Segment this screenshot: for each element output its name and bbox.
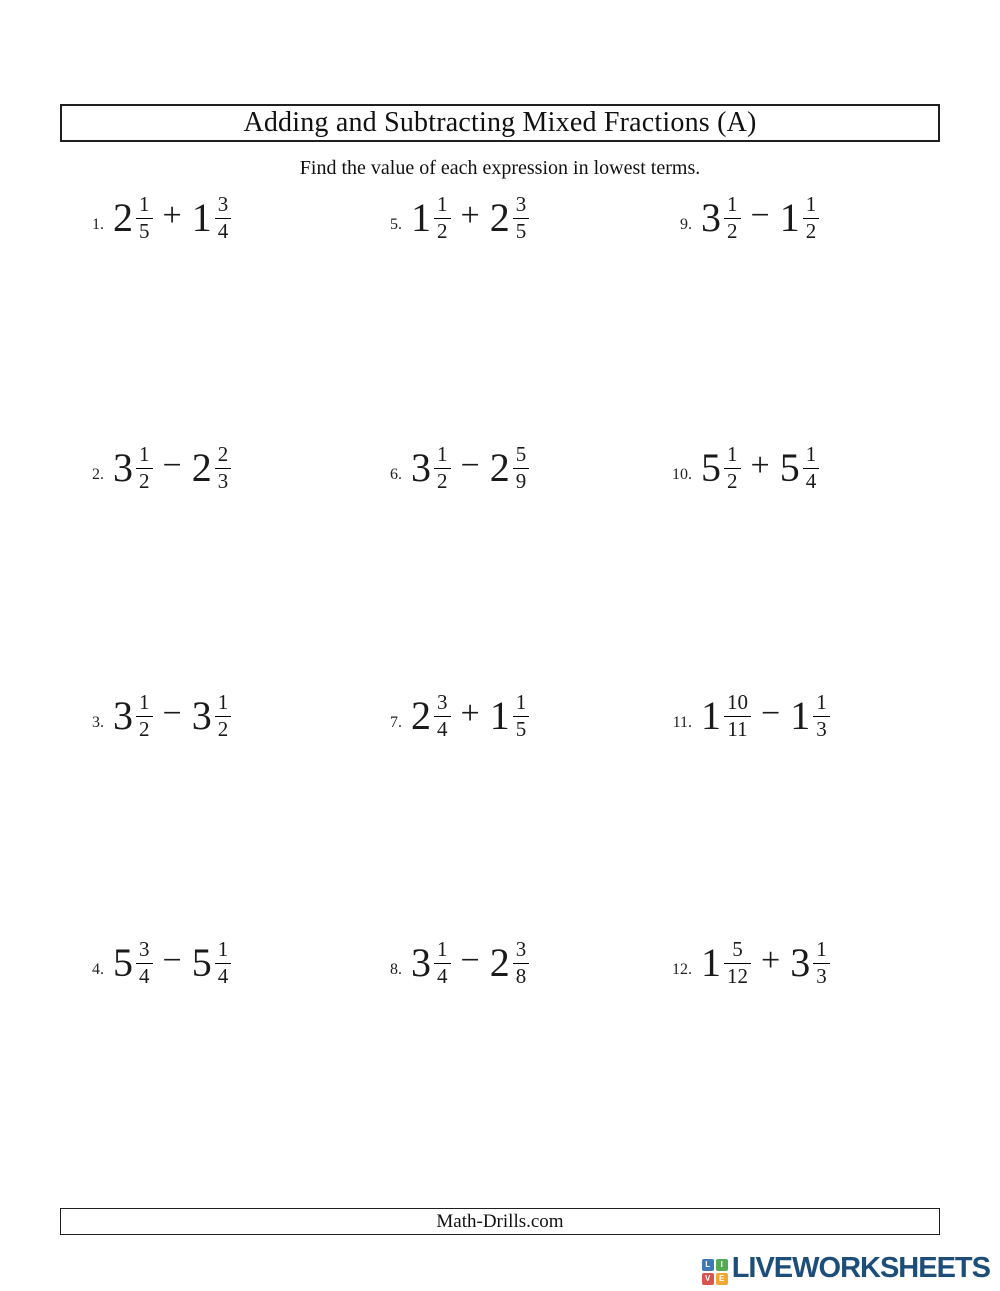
fraction	[434, 443, 451, 493]
whole-number: 3	[113, 445, 133, 491]
numerator: 1	[136, 443, 153, 469]
numerator: 10	[724, 691, 751, 717]
denominator: 11	[727, 716, 748, 741]
mixed-number	[192, 938, 232, 988]
operator: +	[761, 942, 781, 980]
numerator: 1	[813, 938, 830, 964]
operator: −	[162, 942, 182, 980]
whole-number: 1	[701, 940, 721, 986]
denominator: 5	[515, 716, 527, 741]
logo-square-e: E	[716, 1273, 728, 1285]
footer-box	[60, 1208, 940, 1235]
mixed-number	[701, 193, 741, 243]
expression	[113, 443, 231, 493]
problem-number: 5.	[390, 216, 402, 234]
fraction	[215, 193, 232, 243]
footer-site-name: Math-Drills.com	[436, 1210, 564, 1232]
whole-number: 1	[779, 195, 800, 241]
problem-item	[80, 193, 231, 243]
worksheet-title-box	[60, 104, 940, 142]
fraction	[434, 938, 451, 988]
operator: −	[162, 447, 182, 485]
mixed-number	[701, 691, 751, 741]
denominator: 4	[217, 963, 229, 988]
denominator: 2	[437, 468, 448, 493]
denominator: 2	[805, 218, 817, 243]
fraction	[136, 691, 153, 741]
problem-number: 8.	[390, 961, 402, 979]
operator: −	[162, 695, 182, 733]
expression	[113, 193, 231, 243]
denominator: 2	[727, 468, 738, 493]
problem-item	[668, 938, 830, 988]
mixed-number	[411, 443, 451, 493]
numerator: 1	[434, 193, 451, 219]
liveworksheets-logo[interactable]	[702, 1252, 990, 1285]
mixed-number	[192, 443, 232, 493]
fraction	[434, 193, 451, 243]
denominator: 2	[217, 716, 229, 741]
fraction	[513, 193, 530, 243]
numerator: 5	[724, 938, 751, 964]
problem-number: 11.	[672, 714, 692, 732]
mixed-number	[192, 691, 232, 741]
denominator: 3	[816, 963, 827, 988]
problem-item	[378, 443, 529, 493]
fraction	[724, 938, 751, 988]
numerator: 3	[434, 691, 451, 717]
fraction	[513, 938, 530, 988]
numerator: 2	[215, 443, 232, 469]
operator: −	[460, 447, 480, 485]
problem-item	[668, 193, 819, 243]
mixed-number	[701, 938, 751, 988]
numerator: 3	[215, 193, 232, 219]
fraction	[434, 691, 451, 741]
denominator: 4	[139, 963, 150, 988]
numerator: 1	[513, 691, 530, 717]
problem-number: 3.	[92, 714, 104, 732]
whole-number: 2	[113, 195, 133, 241]
denominator: 3	[217, 468, 229, 493]
denominator: 4	[437, 963, 448, 988]
problem-item	[80, 443, 231, 493]
fraction	[215, 443, 232, 493]
denominator: 12	[727, 963, 748, 988]
mixed-number	[411, 938, 451, 988]
numerator: 1	[136, 193, 153, 219]
problem-item	[80, 691, 231, 741]
operator: −	[460, 942, 480, 980]
numerator: 5	[513, 443, 530, 469]
fraction	[215, 691, 232, 741]
fraction	[813, 938, 830, 988]
fraction	[513, 691, 530, 741]
expression	[113, 938, 231, 988]
expression	[701, 443, 819, 493]
mixed-number	[490, 938, 530, 988]
whole-number: 2	[489, 195, 510, 241]
problem-item	[378, 193, 529, 243]
worksheet-title: Adding and Subtracting Mixed Fractions (A)	[243, 107, 757, 138]
problem-item	[378, 938, 529, 988]
mixed-number	[113, 443, 153, 493]
whole-number: 5	[113, 940, 133, 986]
logo-square-v: V	[702, 1273, 714, 1285]
fraction	[513, 443, 530, 493]
whole-number: 5	[779, 445, 800, 491]
mixed-number	[490, 691, 530, 741]
denominator: 8	[515, 963, 527, 988]
whole-number: 3	[701, 195, 721, 241]
numerator: 1	[136, 691, 153, 717]
numerator: 1	[813, 691, 830, 717]
logo-square-i: I	[716, 1259, 728, 1271]
numerator: 1	[724, 443, 741, 469]
mixed-number	[113, 691, 153, 741]
operator: +	[750, 447, 770, 485]
expression	[113, 691, 231, 741]
fraction	[136, 443, 153, 493]
fraction	[724, 443, 741, 493]
numerator: 1	[724, 193, 741, 219]
denominator: 4	[437, 716, 448, 741]
problem-number: 7.	[390, 714, 402, 732]
denominator: 9	[515, 468, 527, 493]
problem-number: 4.	[92, 961, 104, 979]
operator: +	[460, 695, 480, 733]
denominator: 2	[139, 716, 150, 741]
whole-number: 3	[113, 693, 133, 739]
numerator: 3	[513, 193, 530, 219]
whole-number: 3	[191, 693, 212, 739]
denominator: 3	[816, 716, 827, 741]
problem-number: 6.	[390, 466, 402, 484]
operator: −	[750, 197, 770, 235]
whole-number: 2	[411, 693, 431, 739]
fraction	[813, 691, 830, 741]
mixed-number	[490, 193, 530, 243]
expression	[701, 938, 830, 988]
whole-number: 2	[489, 445, 510, 491]
fraction	[215, 938, 232, 988]
liveworksheets-icon	[702, 1259, 728, 1285]
mixed-number	[701, 443, 741, 493]
mixed-number	[780, 193, 820, 243]
whole-number: 5	[701, 445, 721, 491]
numerator: 1	[215, 691, 232, 717]
problem-number: 1.	[92, 216, 104, 234]
numerator: 1	[803, 443, 820, 469]
fraction	[724, 691, 751, 741]
whole-number: 3	[790, 940, 811, 986]
numerator: 1	[434, 443, 451, 469]
mixed-number	[113, 193, 153, 243]
mixed-number	[192, 193, 232, 243]
whole-number: 1	[191, 195, 212, 241]
problem-item	[378, 691, 529, 741]
liveworksheets-wordmark: LIVEWORKSHEETS	[731, 1252, 990, 1284]
mixed-number	[411, 691, 451, 741]
denominator: 5	[139, 218, 150, 243]
expression	[411, 938, 529, 988]
numerator: 1	[434, 938, 451, 964]
numerator: 3	[513, 938, 530, 964]
fraction	[803, 193, 820, 243]
mixed-number	[790, 938, 830, 988]
worksheet-instructions: Find the value of each expression in lowest terms.	[299, 157, 701, 179]
denominator: 2	[139, 468, 150, 493]
problem-number: 2.	[92, 466, 104, 484]
whole-number: 2	[489, 940, 510, 986]
expression	[411, 193, 529, 243]
problem-number: 9.	[680, 216, 692, 234]
whole-number: 5	[191, 940, 212, 986]
expression	[411, 443, 529, 493]
fraction	[136, 193, 153, 243]
problem-item	[668, 443, 819, 493]
whole-number: 1	[790, 693, 811, 739]
whole-number: 3	[411, 940, 431, 986]
operator: +	[162, 197, 182, 235]
operator: +	[460, 197, 480, 235]
fraction	[803, 443, 820, 493]
numerator: 1	[803, 193, 820, 219]
mixed-number	[490, 443, 530, 493]
expression	[411, 691, 529, 741]
mixed-number	[780, 443, 820, 493]
problem-number: 12.	[672, 961, 692, 979]
denominator: 2	[727, 218, 738, 243]
mixed-number	[411, 193, 451, 243]
operator: −	[761, 695, 781, 733]
whole-number: 2	[191, 445, 212, 491]
whole-number: 1	[701, 693, 721, 739]
expression	[701, 691, 830, 741]
fraction	[136, 938, 153, 988]
numerator: 3	[136, 938, 153, 964]
whole-number: 3	[411, 445, 431, 491]
problem-item	[668, 691, 830, 741]
whole-number: 1	[411, 195, 431, 241]
denominator: 4	[805, 468, 817, 493]
fraction	[724, 193, 741, 243]
logo-square-l: L	[702, 1259, 714, 1271]
mixed-number	[113, 938, 153, 988]
denominator: 4	[217, 218, 229, 243]
numerator: 1	[215, 938, 232, 964]
problem-number: 10.	[672, 466, 692, 484]
whole-number: 1	[489, 693, 510, 739]
denominator: 2	[437, 218, 448, 243]
expression	[701, 193, 819, 243]
denominator: 5	[515, 218, 527, 243]
problem-item	[80, 938, 231, 988]
mixed-number	[790, 691, 830, 741]
